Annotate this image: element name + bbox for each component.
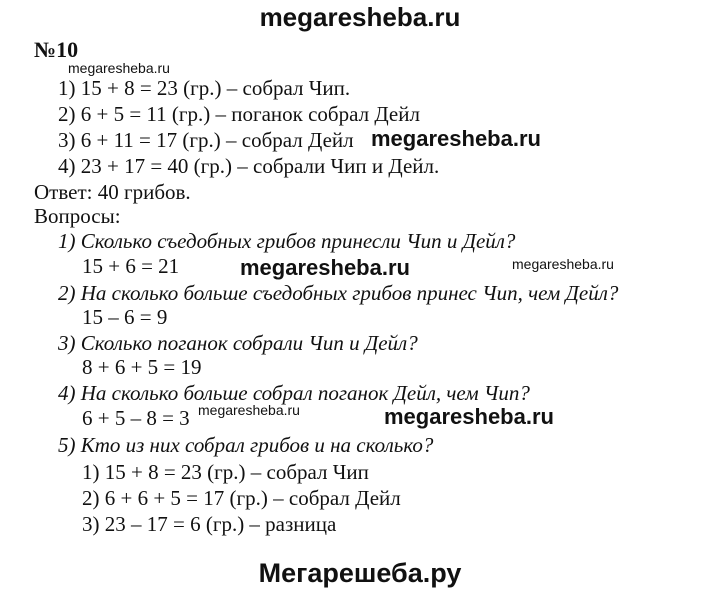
solution-step: 1) 15 + 8 = 23 (гр.) – собрал Чип. — [58, 76, 351, 100]
watermark-big: megaresheba.ru — [384, 404, 554, 429]
question-answer: 8 + 6 + 5 = 19 — [82, 355, 202, 379]
watermark-big: megaresheba.ru — [240, 255, 410, 280]
watermark-big: megaresheba.ru — [371, 126, 541, 151]
task-title: №10 — [34, 37, 79, 62]
question-text: 4) На сколько больше собрал поганок Дейл, чем Чип? — [58, 381, 530, 405]
watermark-small: megaresheba.ru — [68, 60, 170, 76]
question-text: 2) На сколько больше съедобных грибов принес Чип, чем Дейл? — [58, 281, 619, 305]
site-footer: Мегарешеба.ру — [258, 558, 462, 588]
answer-line: Ответ: 40 грибов. — [34, 180, 191, 204]
watermark-small: megaresheba.ru — [198, 402, 300, 418]
question-step: 3) 23 – 17 = 6 (гр.) – разница — [82, 512, 337, 536]
question-step: 1) 15 + 8 = 23 (гр.) – собрал Чип — [82, 460, 369, 484]
solution-step: 3) 6 + 11 = 17 (гр.) – собрал Дейл — [58, 128, 354, 152]
question-answer: 15 – 6 = 9 — [82, 305, 168, 329]
solution-step: 4) 23 + 17 = 40 (гр.) – собрали Чип и Дейл. — [58, 154, 440, 178]
questions-label: Вопросы: — [34, 204, 121, 228]
solution-step: 2) 6 + 5 = 11 (гр.) – поганок собрал Дейл — [58, 102, 420, 126]
question-answer: 6 + 5 – 8 = 3 — [82, 406, 190, 430]
question-text: 3) Сколько поганок собрали Чип и Дейл? — [58, 331, 418, 355]
site-header: megaresheba.ru — [259, 2, 461, 32]
question-answer: 15 + 6 = 21 — [82, 254, 180, 278]
question-step: 2) 6 + 6 + 5 = 17 (гр.) – собрал Дейл — [82, 486, 401, 510]
watermark-small: megaresheba.ru — [512, 256, 614, 272]
question-text: 1) Сколько съедобных грибов принесли Чип и Дейл? — [58, 229, 516, 253]
question-text: 5) Кто из них собрал грибов и на сколько? — [58, 433, 434, 457]
